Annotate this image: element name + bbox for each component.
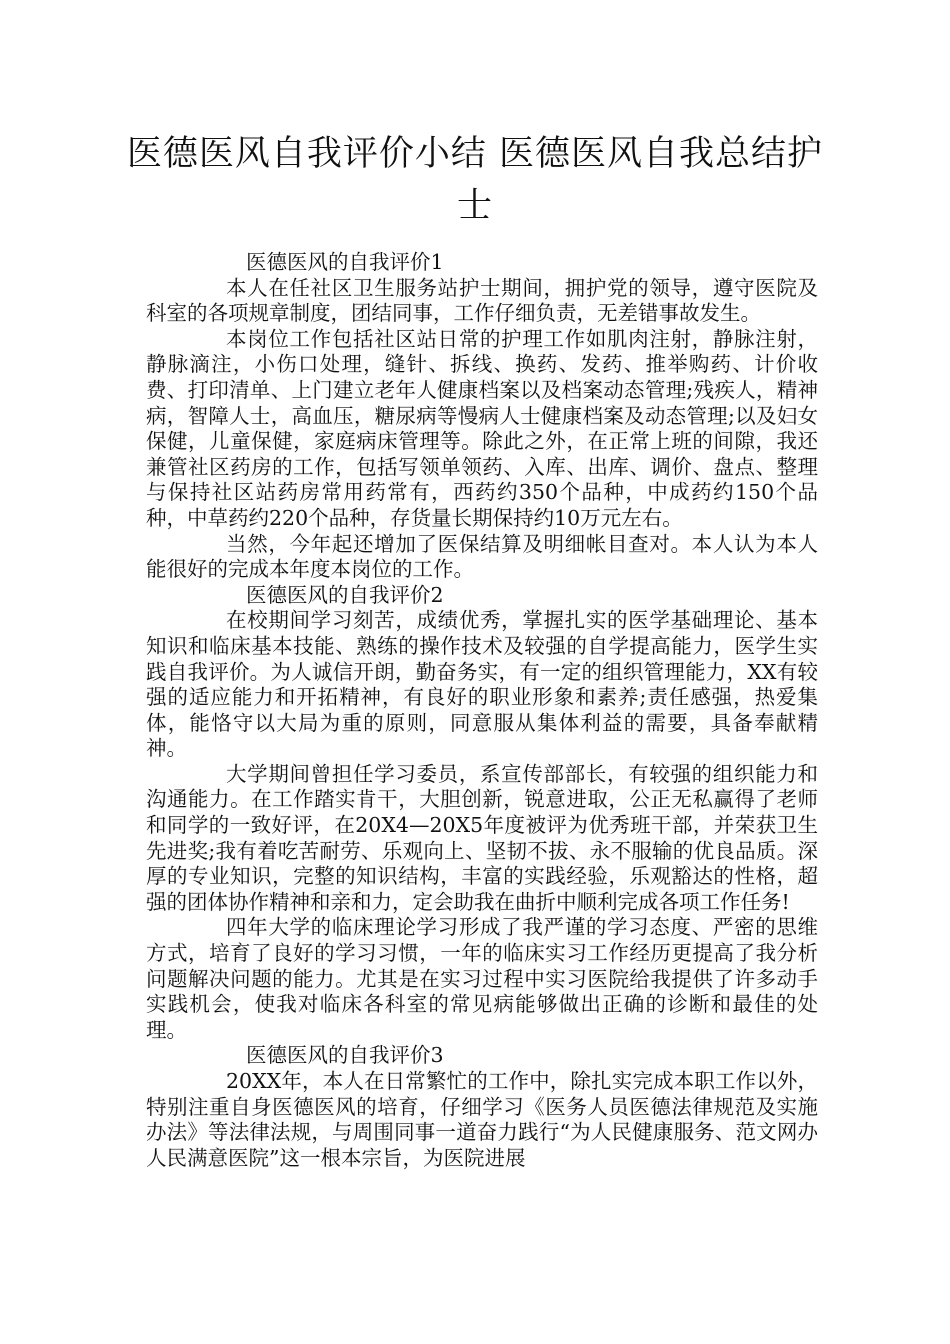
section-heading: 医德医风的自我评价1 <box>246 250 444 274</box>
paragraph: 本人在任社区卫生服务站护士期间，拥护党的领导，遵守医院及科室的各项规章制度，团结同事，工作仔细负责，无差错事故发生。 <box>146 275 818 326</box>
paragraph: 四年大学的临床理论学习形成了我严谨的学习态度、严密的思维方式，培育了良好的学习习惯，一年的临床实习工作经历更提高了我分析问题解决问题的能力。尤其是在实习过程中实习医院给我提供了许多动手实践机会，使我对临床各科室的常见病能够做出正确的诊断和最佳的处理。 <box>146 915 818 1042</box>
section-heading: 医德医风的自我评价3 <box>246 1043 444 1068</box>
paragraph: 当然，今年起还增加了医保结算及明细帐目查对。本人认为本人能很好的完成本年度本岗位的工作。 <box>146 531 818 582</box>
paragraph: 本岗位工作包括社区站日常的护理工作如肌肉注射，静脉注射，静脉滴注，小伤口处理，缝针、拆线、换药、发药、推举购药、计价收费、打印清单、上门建立老年人健康档案以及档案动态管理;残疾人，精神病，智障人士，高血压，糖尿病等慢病人士健康档案及动态管理;以及妇女保健，儿童保健，家庭病床管理等。除此之外，在正常上班的间隙，我还兼管社区药房的工作，包括写领单领药、入库、出库、调价、盘点、整理与保持社区站药房常用药常有，西药约350个品种，中成药约150个品种，中草药约220个品种，存货量长期保持约10万元左右。 <box>146 326 818 530</box>
document-title: 医德医风自我评价小结 医德医风自我总结护士 <box>126 134 824 226</box>
paragraph: 20XX年，本人在日常繁忙的工作中，除扎实完成本职工作以外，特别注重自身医德医风的培育，仔细学习《医务人员医德法律规范及实施办法》等法律法规，与周围同事一道奋力践行“为人民健康服务、范文网办人民满意医院”这一根本宗旨，为医院进展 <box>146 1069 818 1170</box>
paragraph: 大学期间曾担任学习委员，系宣传部部长，有较强的组织能力和沟通能力。在工作踏实肯干，大胆创新，锐意进取，公正无私赢得了老师和同学的一致好评，在20X4—20X5年度被评为优秀班干部，并荣获卫生先进奖;我有着吃苦耐劳、乐观向上、坚韧不拔、永不服输的优良品质。深厚的专业知识，完整的知识结构，丰富的实践经验，乐观豁达的性格，超强的团体协作精神和亲和力，定会助我在曲折中顺利完成各项工作任务! <box>146 761 818 914</box>
paragraph: 在校期间学习刻苦，成绩优秀，掌握扎实的医学基础理论、基本知识和临床基本技能、熟练的操作技术及较强的自学提高能力，医学生实践自我评价。为人诚信开朗，勤奋务实，有一定的组织管理能力，XX有较强的适应能力和开拓精神，有良好的职业形象和素养;责任感强，热爱集体，能恪守以大局为重的原则，同意服从集体利益的需要，具备奉献精神。 <box>146 608 818 761</box>
section-heading: 医德医风的自我评价2 <box>246 582 444 607</box>
document-body <box>146 250 818 1171</box>
